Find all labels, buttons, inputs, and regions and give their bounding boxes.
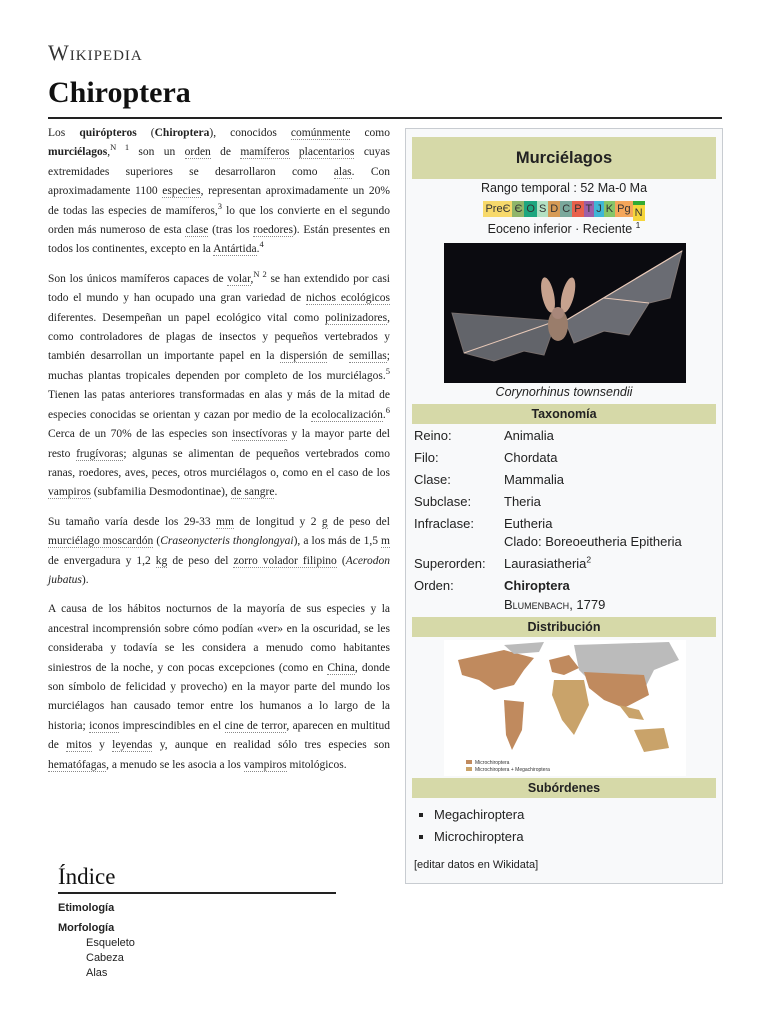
toc-subitem[interactable]: Alas [86,967,108,979]
link[interactable]: ecolocalización [311,408,383,421]
period-precambrian: PreЄ [485,203,511,215]
infobox-title: Murciélagos [412,137,716,179]
taxon-value[interactable]: Theria [504,494,541,509]
authority-year: , 1779 [569,597,606,612]
link[interactable]: comúnmente [290,127,351,139]
taxon-rank[interactable]: Reino: [414,428,452,443]
taxon-value[interactable]: Mammalia [504,472,564,487]
distribution-header: Distribución [412,617,716,637]
link[interactable]: volar [227,272,251,285]
taxon-rank[interactable]: Orden: [414,578,454,593]
link[interactable]: frugívoras [76,447,124,460]
link[interactable]: g [321,515,328,528]
link[interactable]: orden [184,146,211,159]
link[interactable]: vampiros [48,486,91,499]
link[interactable]: iconos [89,719,120,732]
bat-photo[interactable] [444,243,686,383]
distribution-map[interactable] [444,640,686,776]
link[interactable]: China [327,661,355,674]
authority-link[interactable]: Blumenbach [504,597,570,612]
toc-item[interactable]: Etimología [58,902,115,914]
article-body [48,124,390,785]
link[interactable]: mm [216,515,234,528]
taxon-rank: Superorden: [414,556,486,571]
link[interactable]: leyendas [112,739,153,752]
link[interactable]: insectívoras [232,428,288,441]
link[interactable]: alas [333,165,352,178]
suborder-item[interactable]: ▪ Microchiroptera [434,829,524,844]
toc-subitem[interactable]: Esqueleto [86,937,135,949]
period-neogene: N [633,201,645,221]
link[interactable]: mamíferos [240,146,290,159]
suborders-list [416,807,524,851]
link[interactable]: kg [155,554,168,567]
link[interactable]: mitos [66,739,92,752]
taxon-value[interactable]: Clado: Boreoeutheria Epitheria [504,534,682,549]
link[interactable]: dispersión [279,350,328,363]
link[interactable]: murciélago moscardón [48,535,154,548]
suborder-item[interactable]: ▪ Megachiroptera [434,807,524,822]
epoch-line: Eoceno inferior · Reciente $^1$ [487,219,641,236]
link[interactable]: cine de terror [224,719,287,732]
link[interactable]: placentarios [298,146,355,159]
period-triassic: T [585,203,593,215]
geologic-time-bar[interactable] [412,201,716,221]
wikipedia-wordmark[interactable]: Wikipedia [48,40,143,65]
map-legend-micro: Microchiroptera [475,760,510,766]
taxonomy-header: Taxonomía [412,404,716,424]
taxon-value[interactable]: Animalia [504,428,554,443]
link[interactable]: Antártida [213,243,257,256]
taxon-value[interactable]: Laurasiatheria$^2$ [504,554,592,571]
link[interactable]: roedores [253,224,293,237]
wikidata-link[interactable]: [editar datos en Wikidata] [414,859,539,871]
period-jurassic: J [596,203,602,215]
title-rule [48,117,722,119]
period-permian: P [574,203,582,215]
link[interactable]: hematófagas [48,758,107,771]
suborders-header: Subórdenes [412,778,716,798]
paragraph-4: A causa de los hábitos nocturnos de la mayoría de sus especies y la ancestral incomprensión sobre cómo podían «ver» en la oscuridad, se les consideraba y todavía se les considera a menudo como habitantes siniestros de la noche, y con pocas excepciones (como en China, donde son símbolo de felicidad y provecho) en la mayor parte del mundo los murciélagos han causado temor entre los humanos a lo largo de la historia; iconos imprescindibles en el cine de terror, aparecen en multitud de mitos y leyendas y, aunque en realidad sólo tres especies son hematófagas, a menudo se les asocia a los vampiros mitológicos. [48,603,391,771]
temporal-range: Rango temporal : 52 Ma-0 Ma [480,181,648,195]
infobox [405,128,723,884]
period-cambrian: Є [514,203,523,215]
paragraph-1: Los quirópteros (Chiroptera), conocidos comúnmente como murciélagos,$^{N 1}$ son un orden de mamíferos placentarios cuyas extremidades superiores se desarrollaron como alas. Con aproximadamente 1100 especies, representan aproximadamente un 20% de todas las especies de mamíferos,$^3$ lo que los convierte en el segundo orden más numeroso de esta clase (tras los roedores). Están presentes en todos los continentes, excepto en la Antártida.$^4$ [48,127,391,256]
taxon-rank: Infraclase: [414,516,474,531]
period-carboniferous: C [562,203,571,215]
period-silurian: S [538,203,547,215]
link[interactable]: polinizadores [325,311,388,324]
link[interactable]: especies [162,185,201,198]
paragraph-3: Su tamaño varía desde los 29-33 mm de longitud y 2 g de peso del murciélago moscardón (Craseonycteris thonglongyai), a los más de 1,5 m de envergadura y 1,2 kg de peso del zorro volador filipino (Acerodon jubatus). [48,515,390,586]
taxon-rank[interactable]: Filo: [414,450,439,465]
link[interactable]: zorro volador filipino [233,554,337,567]
taxon-rank: Subclase: [414,494,472,509]
toc-subitem[interactable]: Cabeza [86,952,124,964]
link[interactable]: m [381,535,390,548]
link[interactable]: clase [185,224,209,237]
taxon-value[interactable]: Eutheria [504,516,553,531]
paragraph-2: Son los únicos mamíferos capaces de volar,$^{N 2}$ se han extendido por casi todo el mundo y han ocupado una gran variedad de nichos ecológicos diferentes. Desempeñan un papel ecológico vital como polinizadores, como controladores de plagas de insectos y pequeños vertebrados y también desarrollan un importante papel en la dispersión de semillas; muchas plantas tropicales dependen por completo de los murciélagos.$^5$ Tienen las patas anteriores transformadas en alas y más de la mitad de especies conocidas se orientan y cazan por medio de la ecolocalización.$^6$ Cerca de un 70% de las especies son insectívoras y la mayor parte del resto frugívoras; algunas se alimentan de pequeños vertebrados como ranas, roedores, aves, peces, otros murciélagos o, como en el caso de los vampiros (subfamilia Desmodontinae), de sangre. [48,269,391,499]
toc-item[interactable]: Morfología [58,922,115,934]
period-paleogene: Pg [617,203,631,215]
page-title: Chiroptera [48,76,191,109]
period-ordovician: O [526,203,535,215]
taxon-value: Chiroptera [504,578,570,593]
map-legend-both: Microchiroptera + Megachiroptera [475,767,550,773]
image-caption[interactable]: Corynorhinus townsendii [495,385,633,399]
toc-title: Índice [58,864,336,894]
link[interactable]: vampiros [243,758,287,771]
period-cretaceous: K [605,203,614,215]
taxon-rank[interactable]: Clase: [414,472,451,487]
link[interactable]: semillas [349,350,387,363]
taxon-value[interactable]: Chordata [504,450,558,465]
link[interactable]: nichos ecológicos [305,292,391,305]
link[interactable]: de sangre [230,486,275,499]
period-devonian: D [550,203,559,215]
table-of-contents [58,864,336,979]
